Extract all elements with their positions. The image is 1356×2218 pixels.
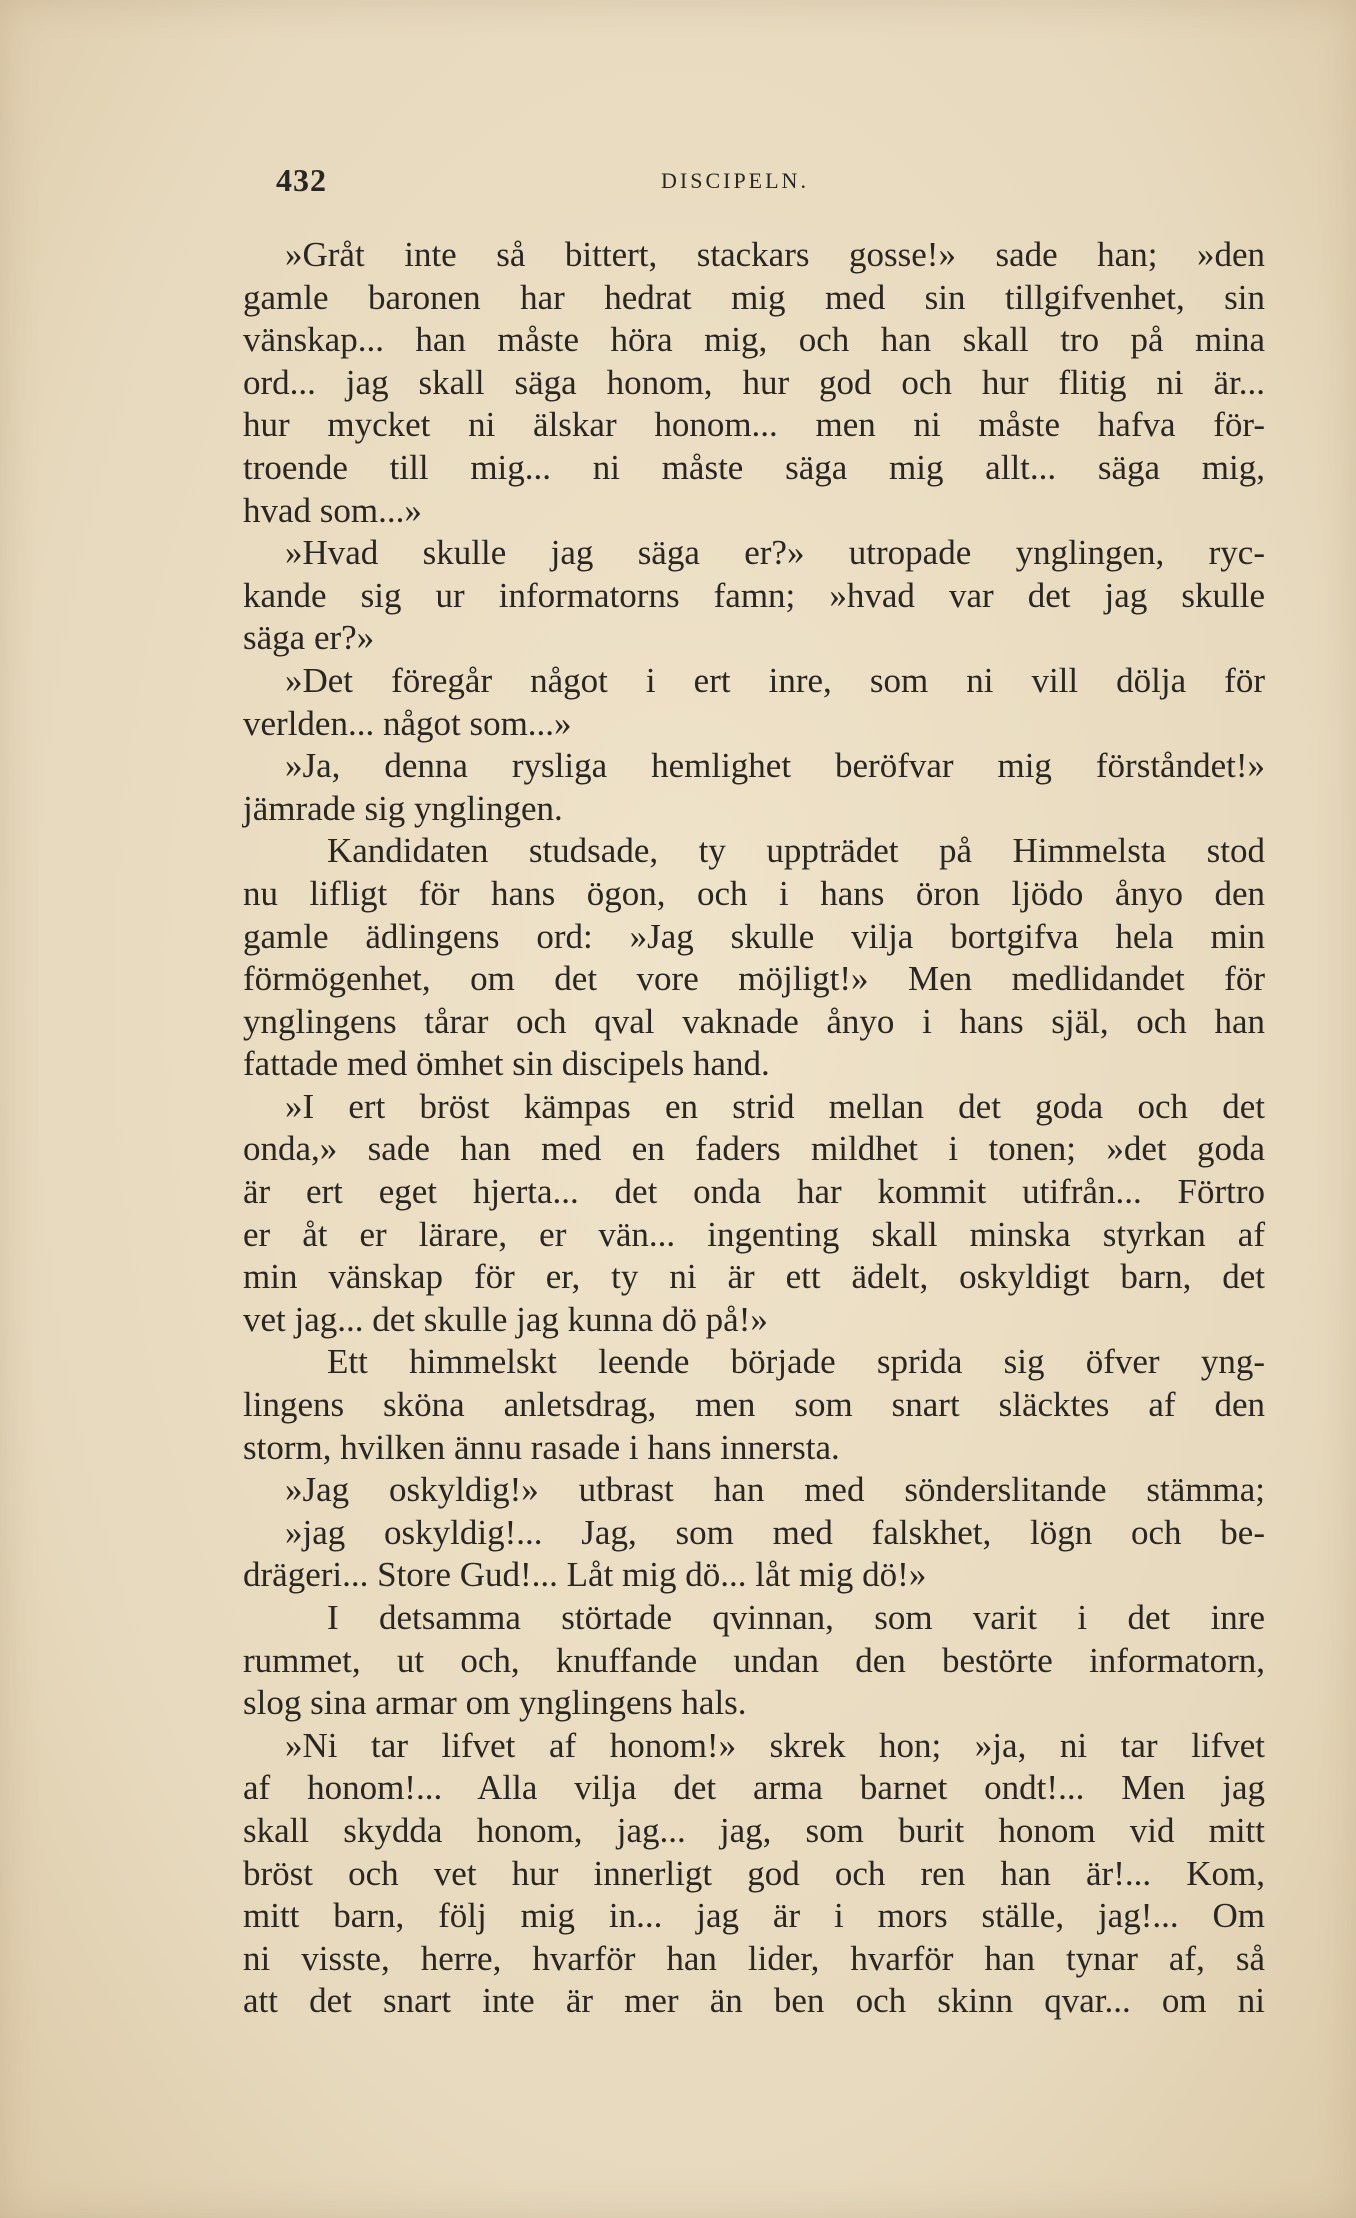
text-line: »Gråt inte så bittert, stackars gosse!» sade han; »den (285, 235, 1265, 274)
text-line: jämrade sig ynglingen. (243, 788, 563, 828)
text-line: att det snart inte är mer än ben och skinn qvar... om ni (243, 1981, 1265, 2021)
text-line: »Ja, denna rysliga hemlighet beröfvar mig förståndet!» (285, 746, 1265, 786)
text-line: gamle ädlingens ord: »Jag skulle vilja bortgifva hela min (243, 916, 1265, 956)
running-head: DISCIPELN. (661, 168, 809, 193)
text-line: fattade med ömhet sin discipels hand. (243, 1044, 770, 1084)
text-line: hvad som...» (243, 490, 422, 530)
text-line: er åt er lärare, er vän... ingenting skall minska styrkan af (243, 1214, 1265, 1254)
text-line: onda,» sade han med en faders mildhet i tonen; »det goda (243, 1129, 1265, 1169)
page-number: 432 (276, 162, 327, 198)
text-line: slog sina armar om ynglingens hals. (243, 1683, 747, 1723)
text-line: skall skydda honom, jag... jag, som burit honom vid mitt (243, 1810, 1265, 1850)
text-line: vet jag... det skulle jag kunna dö på!» (243, 1299, 768, 1339)
text-line: mitt barn, följ mig in... jag är i mors ställe, jag!... Om (243, 1896, 1265, 1936)
text-line: »Det föregår något i ert inre, som ni vill dölja för (285, 660, 1265, 700)
text-line: ynglingens tårar och qval vaknade ånyo i hans själ, och han (243, 1001, 1265, 1041)
page-header (276, 162, 1246, 202)
text-line: »jag oskyldig!... Jag, som med falskhet, lögn och be- (285, 1512, 1265, 1552)
text-line: gamle baronen har hedrat mig med sin tillgifvenhet, sin (243, 277, 1265, 317)
text-line: förmögenhet, om det vore möjligt!» Men medlidandet för (243, 959, 1265, 999)
text-line: min vänskap för er, ty ni är ett ädelt, oskyldigt barn, det (243, 1257, 1265, 1297)
text-line: drägeri... Store Gud!... Låt mig dö... låt mig dö!» (243, 1555, 927, 1595)
text-line: Kandidaten studsade, ty uppträdet på Himmelsta stod (327, 831, 1265, 871)
text-line: ord... jag skall säga honom, hur god och hur flitig ni är... (243, 362, 1265, 402)
text-line: storm, hvilken ännu rasade i hans innersta. (243, 1427, 840, 1467)
text-line: kande sig ur informatorns famn; »hvad var det jag skulle (243, 575, 1265, 615)
text-line: troende till mig... ni måste säga mig allt... säga mig, (243, 447, 1265, 487)
text-line: nu lifligt för hans ögon, och i hans öron ljödo ånyo den (243, 873, 1265, 913)
text-line: af honom!... Alla vilja det arma barnet ondt!... Men jag (243, 1768, 1265, 1808)
text-line: Ett himmelskt leende började sprida sig öfver yng- (327, 1342, 1265, 1382)
text-line: I detsamma störtade qvinnan, som varit i det inre (327, 1598, 1265, 1637)
text-line: bröst och vet hur innerligt god och ren han är!... Kom, (243, 1853, 1265, 1893)
text-line: är ert eget hjerta... det onda har kommit utifrån... Förtro (243, 1172, 1265, 1212)
text-line: »Jag oskyldig!» utbrast han med sönderslitande stämma; (285, 1470, 1265, 1510)
text-line: säga er?» (243, 618, 375, 658)
text-line: vänskap... han måste höra mig, och han skall tro på mina (243, 320, 1265, 360)
text-line: rummet, ut och, knuffande undan den bestörte informatorn, (243, 1640, 1265, 1680)
text-line: »Ni tar lifvet af honom!» skrek hon; »ja, ni tar lifvet (285, 1725, 1265, 1765)
text-line: verlden... något som...» (243, 703, 572, 743)
text-line: hur mycket ni älskar honom... men ni måste hafva för- (243, 405, 1265, 445)
body-text (243, 234, 1265, 2023)
text-line: »Hvad skulle jag säga er?» utropade ynglingen, ryc- (285, 533, 1265, 573)
text-line: »I ert bröst kämpas en strid mellan det goda och det (285, 1086, 1265, 1126)
text-line: lingens sköna anletsdrag, men som snart släcktes af den (243, 1385, 1265, 1425)
text-line: ni visste, herre, hvarför han lider, hvarför han tynar af, så (243, 1938, 1265, 1978)
